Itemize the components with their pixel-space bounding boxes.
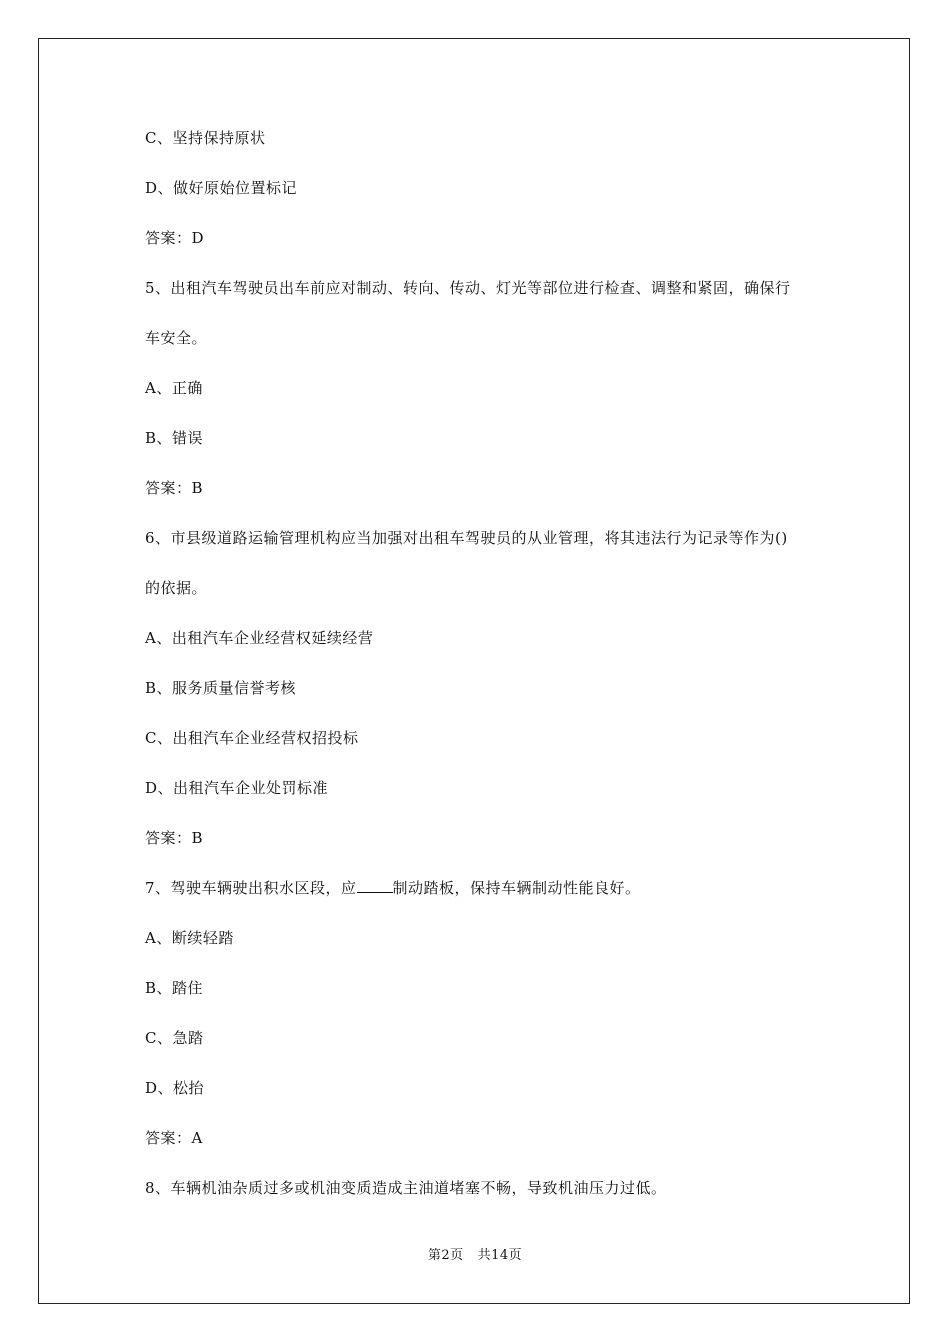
- page-number: 第2页: [427, 1248, 464, 1263]
- option-a: A、正确: [145, 379, 203, 397]
- fill-in-blank: [357, 878, 393, 893]
- page-footer: [0, 1246, 950, 1266]
- option-b: B、服务质量信誉考核: [145, 679, 297, 697]
- question-6: 6、市县级道路运输管理机构应当加强对出租车驾驶员的从业管理，将其违法行为记录等作为(): [145, 529, 788, 547]
- question-7-part-2: 制动踏板，保持车辆制动性能良好。: [392, 879, 641, 897]
- option-b: B、踏住: [145, 979, 204, 997]
- option-c: C、急踏: [145, 1029, 204, 1047]
- option-d: D、出租汽车企业处罚标准: [145, 779, 329, 797]
- page-total: 共14页: [477, 1248, 523, 1263]
- option-a: A、断续轻踏: [145, 929, 234, 947]
- option-a: A、出租汽车企业经营权延续经营: [145, 629, 374, 647]
- question-7-part-1: 7、驾驶车辆驶出积水区段，应: [145, 879, 357, 897]
- question-8: 8、车辆机油杂质过多或机油变质造成主油道堵塞不畅，导致机油压力过低。: [145, 1179, 667, 1197]
- answer: 答案：B: [145, 829, 204, 847]
- option-c: C、出租汽车企业经营权招投标: [145, 729, 359, 747]
- option-d: D、松抬: [145, 1079, 205, 1097]
- document-body: [145, 126, 825, 1200]
- question-7: [145, 876, 825, 900]
- option-d: D、做好原始位置标记: [145, 179, 298, 197]
- question-5-continued: 车安全。: [145, 329, 208, 347]
- question-6-continued: 的依据。: [145, 579, 208, 597]
- answer: 答案：B: [145, 479, 204, 497]
- option-b: B、错误: [145, 429, 204, 447]
- option-c: C、坚持保持原状: [145, 129, 266, 147]
- question-5: 5、出租汽车驾驶员出车前应对制动、转向、传动、灯光等部位进行检查、调整和紧固，确保行: [145, 279, 791, 297]
- answer: 答案：D: [145, 229, 205, 247]
- answer: 答案：A: [145, 1129, 203, 1147]
